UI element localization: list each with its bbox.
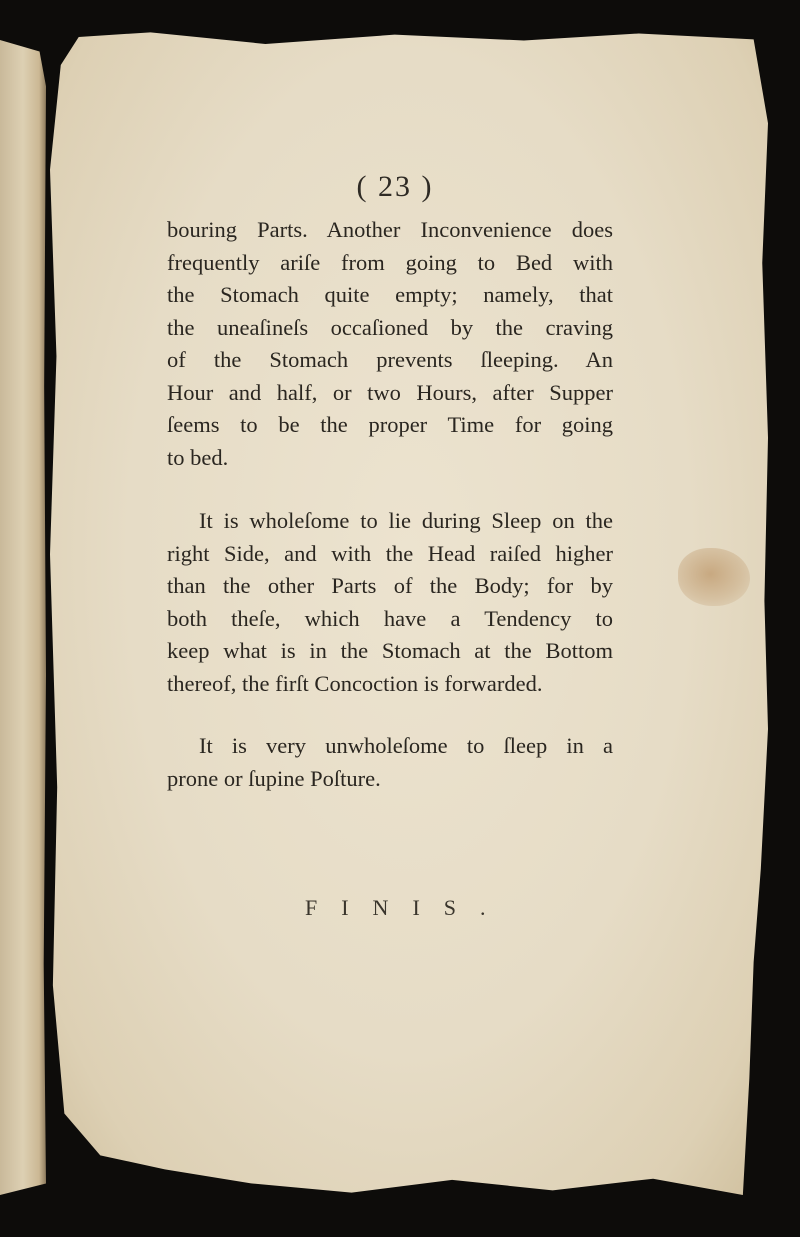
text-line: frequently ariſe from going to Bed with [167,249,613,275]
paragraph-2 [167,505,613,700]
text-line: It is wholeſome to lie during Sleep on the [199,508,613,533]
text-line: right Side, and with the Head raiſed higher [167,540,613,566]
finis-heading: FINIS. [305,895,510,920]
text-line: than the other Parts of the Body; for by [167,573,613,598]
text-line: the Stomach quite empty; namely, that [167,282,613,307]
paragraph-3 [167,730,613,795]
text-line: It is very unwholeſome to ſleep in a [199,733,613,758]
foxing-stain [678,548,750,606]
text-line: both theſe, which have a Tendency to [167,605,613,631]
text-line: thereof, the firſt Concoction is forwarded. [167,670,543,696]
text-line: of the Stomach prevents ſleeping. An [167,347,613,372]
text-line: keep what is in the Stomach at the Bottom [167,638,613,663]
text-line: ſeems to be the proper Time for going [167,412,613,437]
page-number: ( 23 ) [356,170,434,203]
text-line: prone or ſupine Poſture. [167,765,381,791]
text-line: bouring Parts. Another Inconvenience does [167,217,613,242]
facing-page-edge [0,40,46,1195]
text-line: Hour and half, or two Hours, after Supper [167,379,613,405]
paragraph-1 [167,214,613,474]
text-line: the uneaſineſs occaſioned by the craving [167,314,613,340]
text-line: to bed. [167,444,229,470]
